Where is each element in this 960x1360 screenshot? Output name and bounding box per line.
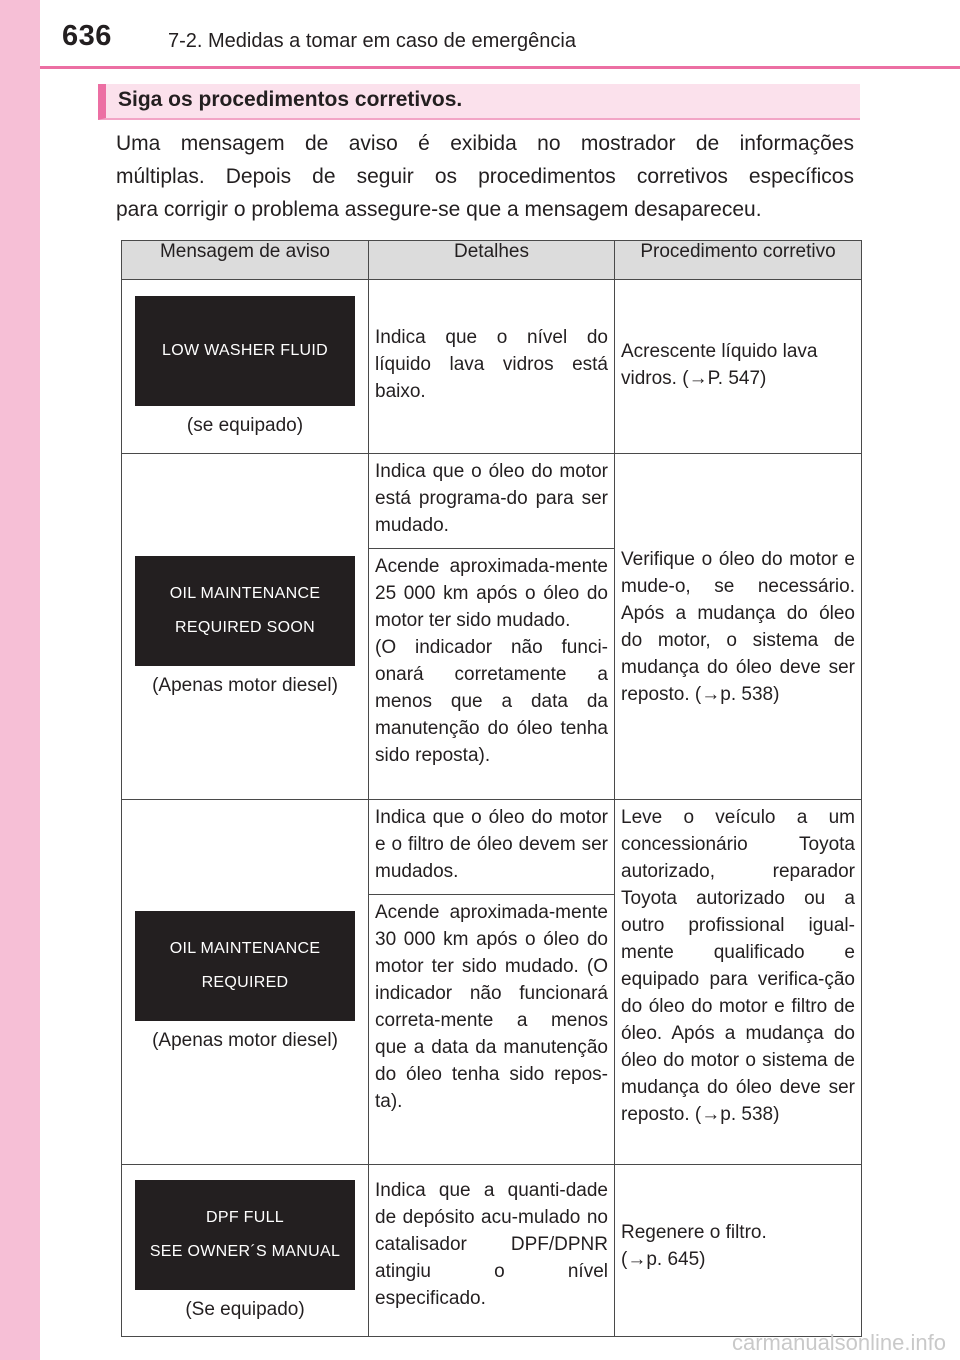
message-cell <box>122 800 369 1165</box>
display-screen <box>135 1180 355 1290</box>
detail-cell: Indica que a quanti-dade de depósito acu-mulado no catalisador DPF/DPNR atingiu o nível especificado. <box>369 1165 615 1337</box>
display-screen <box>135 911 355 1021</box>
table-row <box>122 280 862 454</box>
screen-text: REQUIRED <box>201 974 289 991</box>
screen-text: LOW WASHER FLUID <box>162 341 328 359</box>
watermark: carmanualsonline.info <box>731 1330 946 1355</box>
screen-text: DPF FULL <box>206 1208 284 1226</box>
page-number: 636 <box>62 20 112 52</box>
detail-text: Acende aproximada-mente 25 000 km após o óleo do motor ter sido mudado. <box>375 556 608 631</box>
header-rule <box>40 66 960 69</box>
message-cell <box>122 454 369 800</box>
detail-cell: Indica que o nível do líquido lava vidros está baixo. <box>369 280 615 454</box>
procedure-cell <box>615 1165 862 1337</box>
header-corrective-procedure: Procedimento corretivo <box>615 241 862 280</box>
intro-paragraph <box>116 127 854 226</box>
message-caption: (Se equipado) <box>185 1298 305 1320</box>
table-row <box>122 800 862 895</box>
screen-text: REQUIRED SOON <box>175 618 315 636</box>
intro-line: para corrigir o problema assegure-se que a mensagem desapareceu. <box>116 198 762 221</box>
side-band <box>0 0 40 1360</box>
header-warning-message: Mensagem de aviso <box>122 241 369 280</box>
intro-line: múltiplas. Depois de seguir os procedimentos corretivos específicos <box>116 165 854 188</box>
heading-bar <box>98 84 860 120</box>
display-screen <box>135 556 355 666</box>
procedure-cell: Acrescente líquido lava vidros. (→P. 547) <box>615 280 862 454</box>
section-title: 7-2. Medidas a tomar em caso de emergência <box>168 30 576 52</box>
procedure-text: Regenere o filtro. <box>621 1222 767 1243</box>
message-cell <box>122 1165 369 1337</box>
detail-cell <box>369 549 615 800</box>
procedure-cell: Verifique o óleo do motor e mude-o, se necessário. Após a mudança do óleo do motor, o sistema de mudança do óleo deve ser reposto. (→p. 538) <box>615 454 862 800</box>
heading-text: Siga os procedimentos corretivos. <box>118 88 463 111</box>
header-details: Detalhes <box>369 241 615 280</box>
procedure-cell: Leve o veículo a um concessionário Toyota autorizado, reparador Toyota autorizado ou a outro profissional igual-mente qualificado e equipado para verifica-ção do óleo do motor e filtro de óleo. Após a mudança do óleo do motor o sistema de mudança do óleo deve ser reposto. (→p. 538) <box>615 800 862 1165</box>
warning-table <box>121 240 862 1337</box>
table-row <box>122 1165 862 1337</box>
message-cell <box>122 280 369 454</box>
intro-line: Uma mensagem de aviso é exibida no mostrador de informações <box>116 132 854 155</box>
detail-note: (O indicador não funci-onará corretamente a menos que a data da manutenção do óleo tenha sido reposta). <box>375 637 608 766</box>
screen-text: SEE OWNER´S MANUAL <box>149 1242 341 1260</box>
message-caption: (se equipado) <box>186 414 304 436</box>
message-caption: (Apenas motor diesel) <box>152 674 338 696</box>
table-header-row <box>122 241 862 280</box>
detail-cell: Acende aproximada-mente 30 000 km após o óleo do motor ter sido mudado. (O indicador não funcionará correta-mente a menos que a data da manutenção do óleo tenha sido repos-ta). <box>369 895 615 1165</box>
message-caption: (Apenas motor diesel) <box>152 1030 338 1051</box>
screen-text: OIL MAINTENANCE <box>169 584 321 602</box>
table-row <box>122 454 862 549</box>
screen-text: OIL MAINTENANCE <box>169 940 321 957</box>
procedure-reference: (→p. 645) <box>621 1249 706 1270</box>
detail-cell: Indica que o óleo do motor e o filtro de óleo devem ser mudados. <box>369 800 615 895</box>
display-screen <box>135 296 355 406</box>
detail-cell: Indica que o óleo do motor está programa-do para ser mudado. <box>369 454 615 549</box>
